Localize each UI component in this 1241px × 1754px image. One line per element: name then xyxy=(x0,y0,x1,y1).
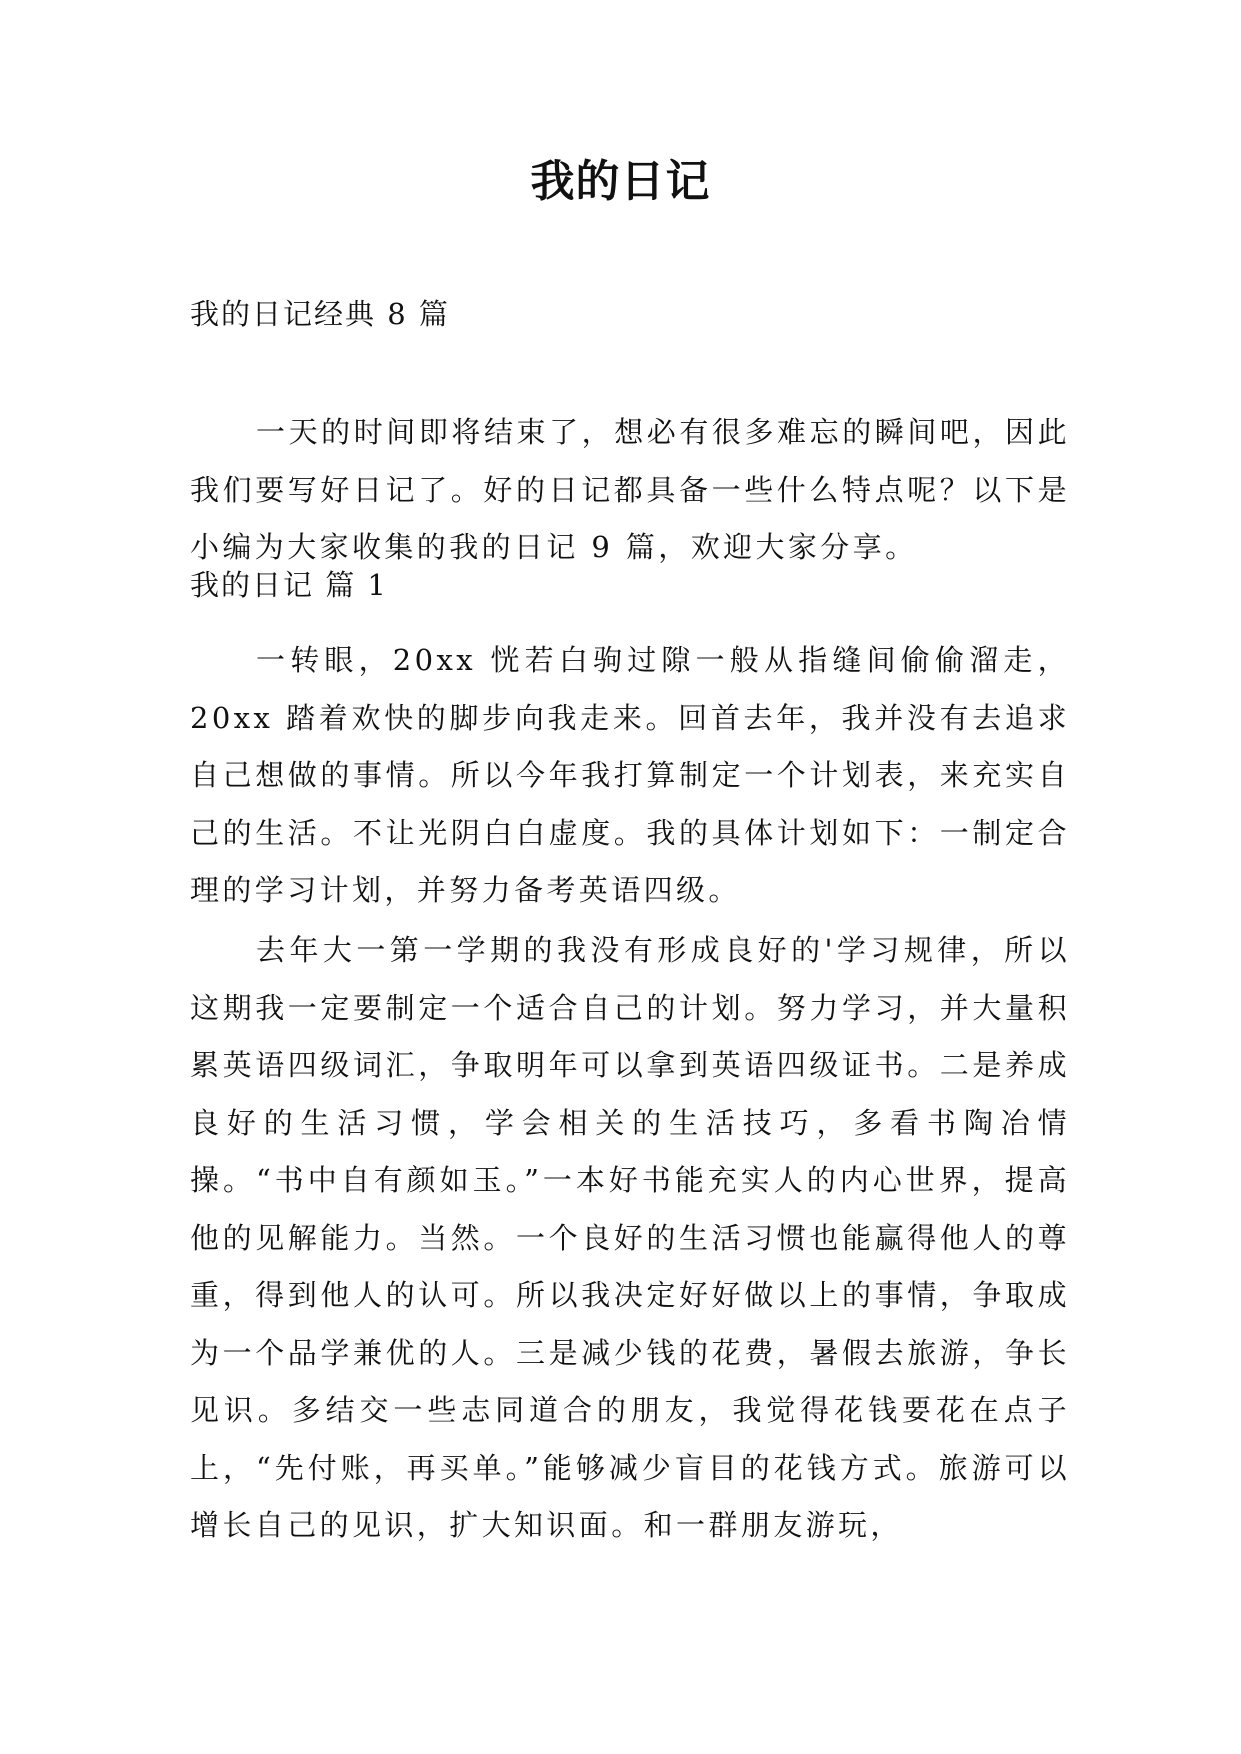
document-title: 我的日记 xyxy=(530,156,711,207)
intro-paragraph: 一天的时间即将结束了，想必有很多难忘的瞬间吧，因此我们要写好日记了。好的日记都具备一些什么特点呢？以下是小编为大家收集的我的日记 9 篇，欢迎大家分享。 xyxy=(190,415,1070,564)
intro-block xyxy=(190,404,1070,577)
section-paragraph-block xyxy=(190,922,1070,1555)
document-subtitle: 我的日记经典 8 篇 xyxy=(190,297,450,331)
section-paragraph-block xyxy=(190,632,1070,920)
section-paragraph: 去年大一第一学期的我没有形成良好的'学习规律，所以这期我一定要制定一个适合自己的计划。努力学习，并大量积累英语四级词汇，争取明年可以拿到英语四级证书。二是养成良好的生活习惯，学会相关的生活技巧，多看书陶冶情操。“书中自有颜如玉。”一本好书能充实人的内心世界，提高他的见解能力。当然。一个良好的生活习惯也能赢得他人的尊重，得到他人的认可。所以我决定好好做以上的事情，争取成为一个品学兼优的人。三是减少钱的花费，暑假去旅游，争长见识。多结交一些志同道合的朋友，我觉得花钱要花在点子上，“先付账，再买单。”能够减少盲目的花钱方式。旅游可以增长自己的见识，扩大知识面。和一群朋友游玩， xyxy=(190,933,1070,1542)
section-paragraph: 一转眼，20xx 恍若白驹过隙一般从指缝间偷偷溜走，20xx 踏着欢快的脚步向我走来。回首去年，我并没有去追求自己想做的事情。所以今年我打算制定一个计划表，来充实自己的生活。不让光阴白白虚度。我的具体计划如下：一制定合理的学习计划，并努力备考英语四级。 xyxy=(190,643,1070,907)
section-heading-block xyxy=(190,557,1070,615)
section-heading: 我的日记 篇 1 xyxy=(190,568,388,602)
